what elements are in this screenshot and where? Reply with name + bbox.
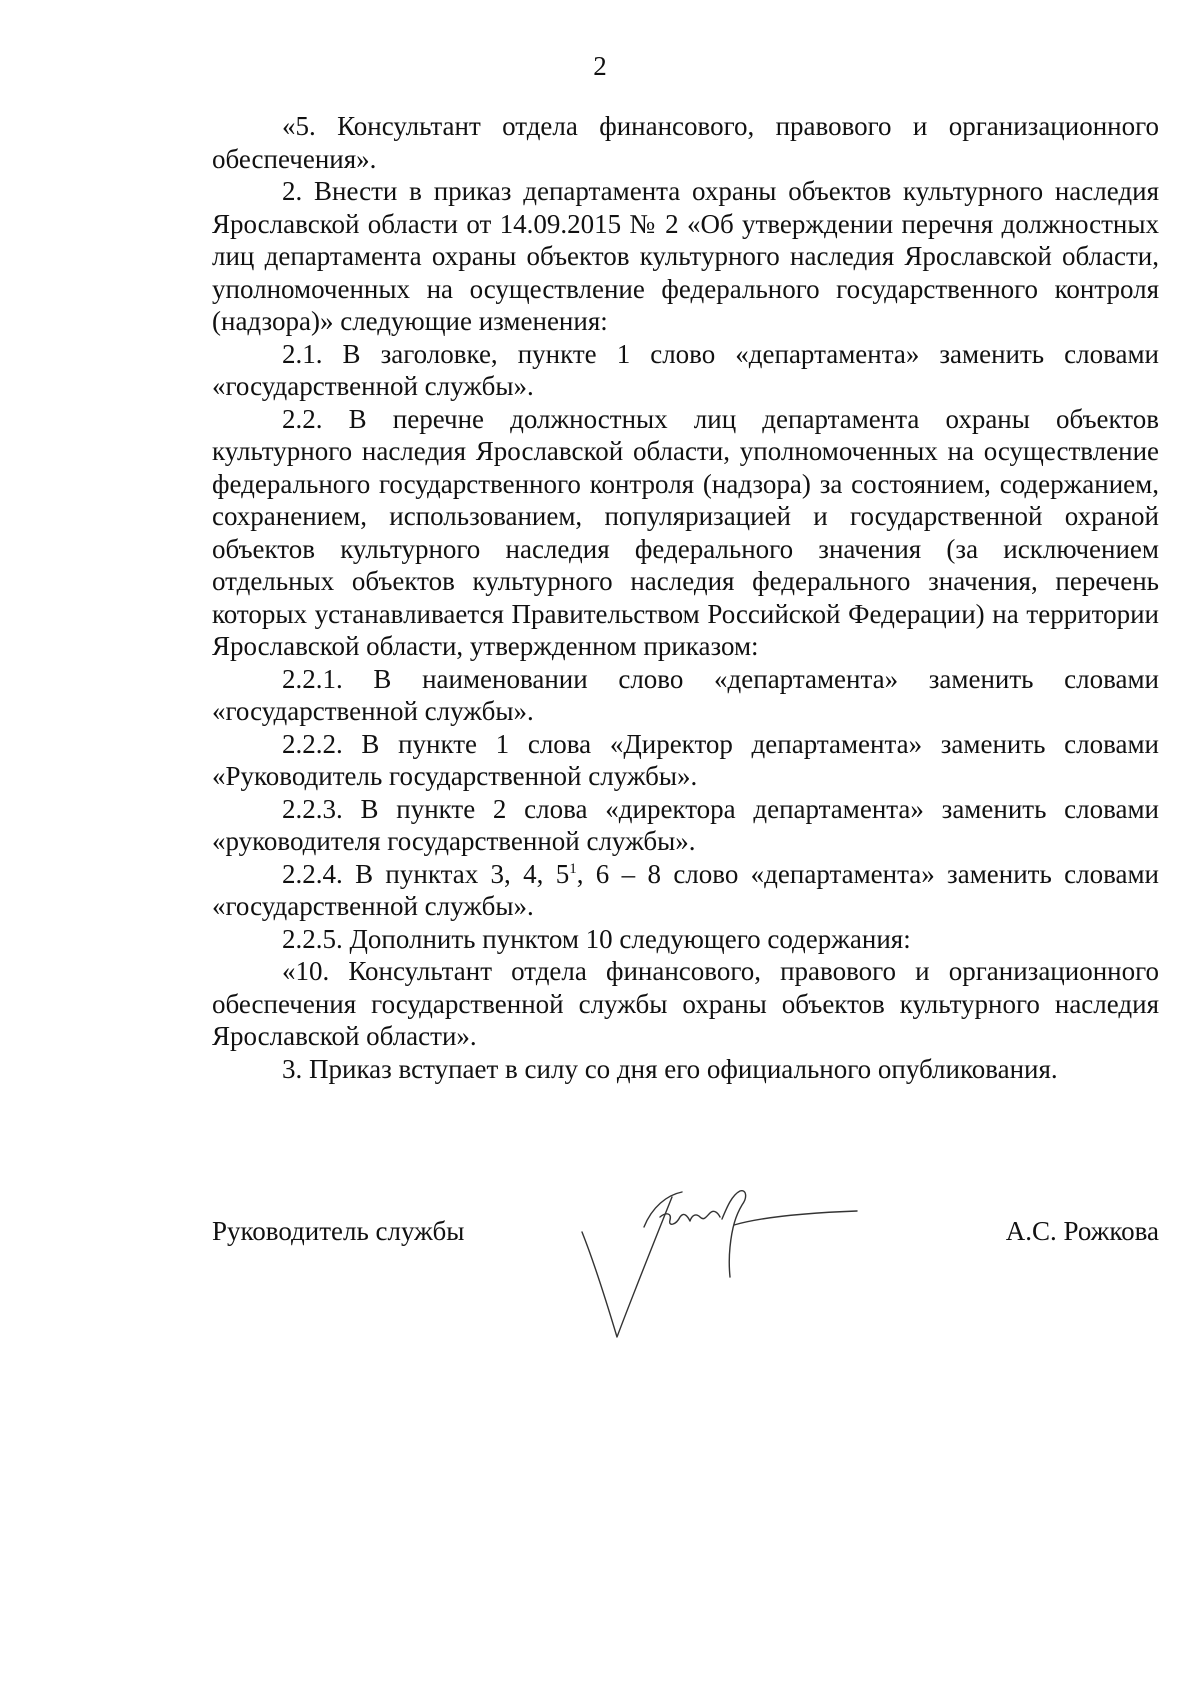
paragraph-2-2-4-end: , 6 – 8 слово «департамента» заменить словами «государственной службы». — [212, 858, 1159, 921]
paragraph-item-10-quote: «10. Консультант отдела финансового, правового и организационного обеспечения государственной службы охраны объектов культурного наследия Ярославской области». — [212, 956, 1159, 1051]
handwritten-signature-icon — [572, 1187, 862, 1347]
superscript-1: 1 — [569, 860, 577, 877]
signature-block — [212, 1215, 1159, 1335]
paragraph-2-2-5: 2.2.5. Дополнить пунктом 10 следующего содержания: — [282, 923, 911, 954]
paragraph-item-5-quote: «5. Консультант отдела финансового, правового и организационного обеспечения». — [212, 111, 1159, 174]
paragraph-2-1: 2.1. В заголовке, пункте 1 слово «департамента» заменить словами «государственной службы». — [212, 338, 1159, 401]
paragraph-2-2-2: 2.2.2. В пункте 1 слова «Директор департамента» заменить словами «Руководитель государственной службы». — [212, 728, 1159, 791]
paragraph-2-2-4-start: 2.2.4. В пунктах 3, 4, 5 — [282, 858, 570, 889]
signatory-name: А.С. Рожкова — [1005, 1216, 1159, 1246]
paragraph-3-effective: 3. Приказ вступает в силу со дня его официального опубликования. — [282, 1053, 1058, 1084]
paragraph-2-2-1: 2.2.1. В наименовании слово «департамента» заменить словами «государственной службы». — [212, 663, 1159, 726]
paragraph-amend-order: 2. Внести в приказ департамента охраны объектов культурного наследия Ярославской области от 14.09.2015 № 2 «Об утверждении перечня должностных лиц департамента охраны объектов культурного наследия Ярославской области, уполномоченных на осуществление федерального государственного контроля (надзора)» следующие изменения: — [212, 176, 1159, 336]
paragraph-2-2-3: 2.2.3. В пункте 2 слова «директора департамента» заменить словами «руководителя государственной службы». — [212, 793, 1159, 856]
page-number: 2 — [593, 51, 607, 81]
paragraph-2-2: 2.2. В перечне должностных лиц департамента охраны объектов культурного наследия Ярославской области, уполномоченных на осуществление федерального государственного контроля (надзора) за состоянием, содержанием, сохранением, использованием, популяризацией и государственной охраной объектов культурного наследия федерального значения (за исключением отдельных объектов культурного наследия федерального значения, перечень которых устанавливается Правительством Российской Федерации) на территории Ярославской области, утвержденном приказом: — [212, 403, 1159, 661]
signatory-position: Руководитель службы — [212, 1216, 465, 1246]
paragraph-2-2-4 — [212, 858, 1159, 923]
document-body — [212, 110, 1159, 1085]
